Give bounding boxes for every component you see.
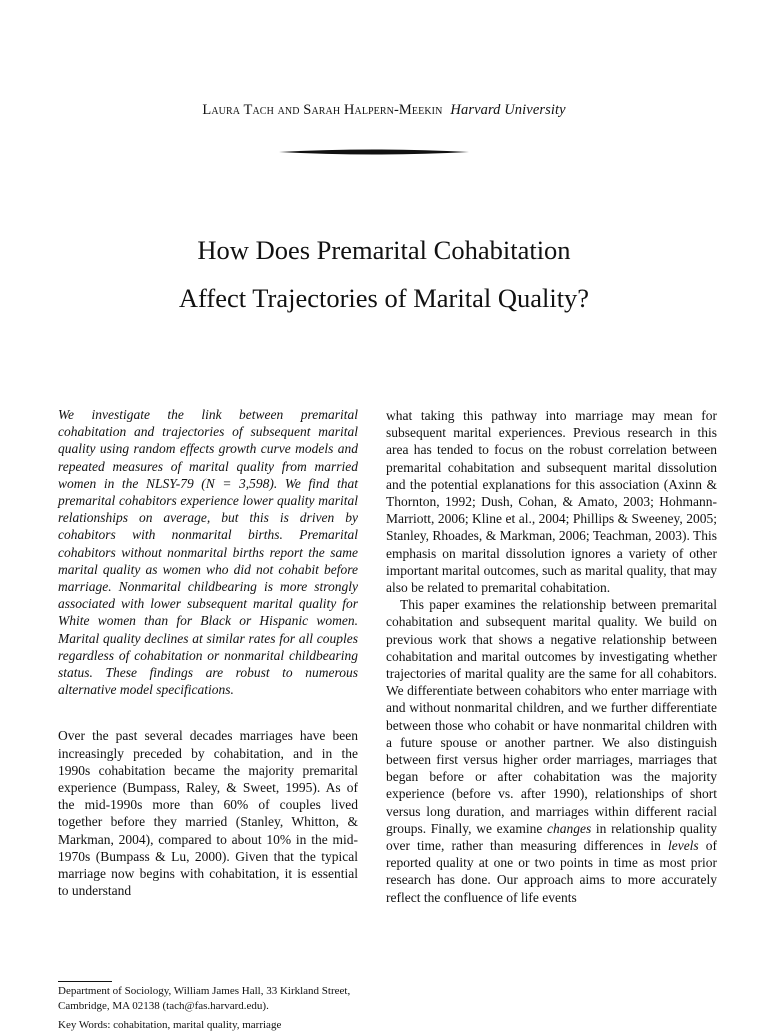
paper-overview-paragraph [386, 596, 717, 906]
overview-text-a: This paper examines the relationship between premarital cohabitation and subsequent marital quality. We build on previous work that shows a negative relationship between cohabitation and marital outcomes by investigating whether trajectories of marital quality are the same for all cohabitors. We differentiate between cohabitors who enter marriage with and without nonmarital children, and we further differentiate between those who cohabit or have nonmarital children with a future spouse or another partner. We also distinguish between first versus higher order marriages, marriages that began before or after cohabitation was the majority experience (before vs. after 1990), relationships of short versus long duration, and marriages within different racial groups. Finally, we examine [386, 597, 717, 836]
footnote-affiliation: Department of Sociology, William James Hall, 33 Kirkland Street, Cambridge, MA 02138 (tach@fas.harvard.edu). [58, 985, 351, 1012]
emphasis-changes: changes [547, 820, 592, 836]
author-affiliation: Harvard University [450, 102, 566, 118]
footnote-key-words: Key Words: cohabitation, marital quality, marriage [58, 1019, 282, 1031]
emphasis-levels: levels [667, 838, 699, 854]
author-names: Laura Tach and Sarah Halpern-Meekin [202, 102, 443, 118]
paper-title-line-1: How Does Premarital Cohabitation [197, 235, 571, 265]
overview-text-c: of reported quality at one or two points in time as most prior research has done. Our approach aims to more accurately reflect the confluence of life events [386, 838, 717, 905]
abstract: We investigate the link between premarital cohabitation and trajectories of subsequent marital quality using random effects growth curve models and repeated measures of marital quality from married women in the NLSY-79 (N = 3,598). We find that premarital cohabitors experience lower quality marital relationships on average, but this is driven by cohabitors with nonmarital births. Premarital cohabitors without nonmarital births report the same marital quality as women who did not cohabit before marriage. Nonmarital childbearing is more strongly associated with lower subsequent marital quality for White women than for Black or Hispanic women. Marital quality declines at similar rates for all couples regardless of cohabitation or nonmarital childbearing status. These findings are robust to numerous alternative model specifications. [58, 407, 358, 698]
paper-title [0, 226, 768, 322]
paper-title-line-2: Affect Trajectories of Marital Quality? [178, 283, 590, 313]
intro-paragraph: Over the past several decades marriages have been increasingly preceded by cohabitation, and in the 1990s cohabitation became the majority premarital experience (Bumpass, Raley, & Sweet, 1995). As of the mid-1990s more than 60% of couples lived together before they married (Stanley, Whitton, & Markman, 2004), compared to about 10% in the mid-1970s (Bumpass & Lu, 2000). Given that the typical marriage now begins with cohabitation, it is essential to understand [58, 728, 358, 899]
title-ornament-rule [279, 148, 469, 156]
right-column [386, 407, 717, 906]
author-line [0, 102, 768, 119]
left-column [58, 406, 358, 899]
overview-text-b: in relationship quality over time, rather than measuring differences in [386, 820, 717, 854]
intro-paragraph-continued: what taking this pathway into marriage may mean for subsequent marital experiences. Previous research in this area has tended to focus on the robust correlation between premarital cohabitation and subsequent marital dissolution and the potential explanations for this association (Axinn & Thornton, 1992; Dush, Cohan, & Amato, 2003; Hohmann-Marriott, 2006; Kline et al., 2004; Phillips & Sweeney, 2005; Stanley, Rhoades, & Markman, 2006; Teachman, 2003). This emphasis on marital dissolution ignores a variety of other important marital outcomes, such as marital quality, that may also be related to premarital cohabitation. [386, 408, 717, 596]
footnote-rule [58, 981, 112, 982]
